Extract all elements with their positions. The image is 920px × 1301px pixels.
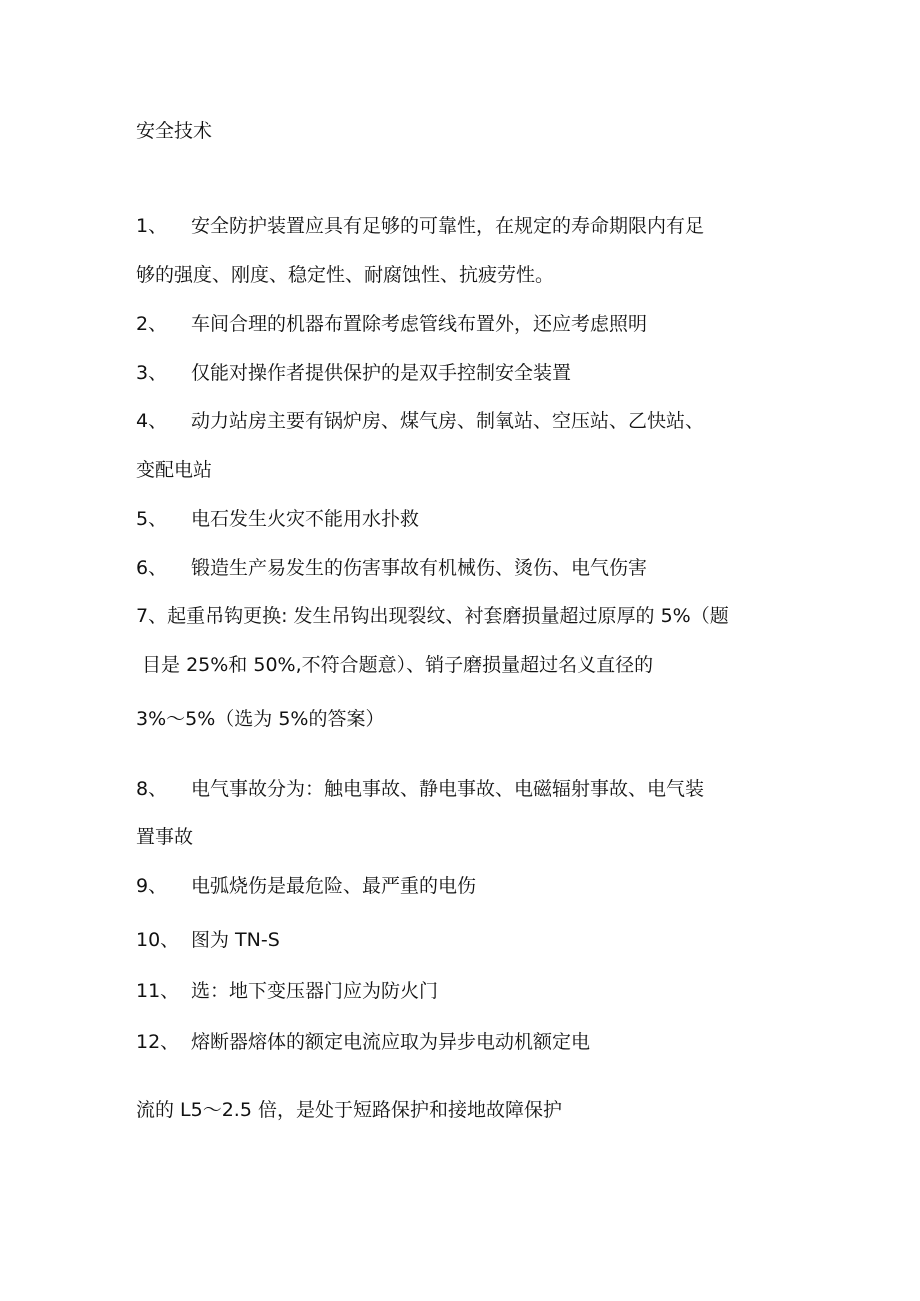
item-text: 熔断器熔体的额定电流应取为异步电动机额定电: [191, 1031, 591, 1053]
item-number: 12、: [136, 1031, 180, 1053]
item-number: 10、: [136, 929, 180, 951]
page-title: 安全技术: [136, 120, 213, 142]
item-number: 6、: [136, 557, 168, 579]
item-text: 电弧烧伤是最危险、最严重的电伤: [191, 875, 477, 897]
item-number: 5、: [136, 508, 168, 530]
item-number: 1、: [136, 215, 168, 237]
item-text-continuation: 目是 25%和 50%,不符合题意）、销子磨损量超过名义直径的: [136, 654, 654, 676]
item-text: 7、起重吊钩更换: 发生吊钩出现裂纹、衬套磨损量超过原厚的 5%（题: [136, 605, 729, 627]
item-text: 选：地下变压器门应为防火门: [191, 980, 439, 1002]
item-number: 11、: [136, 980, 180, 1002]
item-number: 8、: [136, 778, 168, 800]
item-text: 图为 TN-S: [191, 929, 280, 951]
item-text: 车间合理的机器布置除考虑管线布置外，还应考虑照明: [191, 313, 648, 335]
item-text: 电气事故分为：触电事故、静电事故、电磁辐射事故、电气装: [191, 778, 705, 800]
item-number: 4、: [136, 410, 168, 432]
item-text: 仅能对操作者提供保护的是双手控制安全装置: [191, 362, 572, 384]
item-text: 锻造生产易发生的伤害事故有机械伤、烫伤、电气伤害: [191, 557, 648, 579]
item-number: 3、: [136, 362, 168, 384]
item-text: 安全防护装置应具有足够的可靠性，在规定的寿命期限内有足: [191, 215, 705, 237]
item-text-continuation: 3%～5%（选为 5%的答案）: [136, 708, 385, 730]
item-text-continuation: 够的强度、刚度、稳定性、耐腐蚀性、抗疲劳性。: [136, 264, 555, 286]
item-text-continuation: 流的 L5～2.5 倍，是处于短路保护和接地故障保护: [136, 1099, 562, 1121]
item-text: 动力站房主要有锅炉房、煤气房、制氧站、空压站、乙快站、: [191, 410, 705, 432]
item-number: 2、: [136, 313, 168, 335]
item-number: 9、: [136, 875, 168, 897]
item-text-continuation: 变配电站: [136, 459, 213, 481]
item-text-continuation: 置事故: [136, 826, 194, 848]
item-text: 电石发生火灾不能用水扑救: [191, 508, 420, 530]
